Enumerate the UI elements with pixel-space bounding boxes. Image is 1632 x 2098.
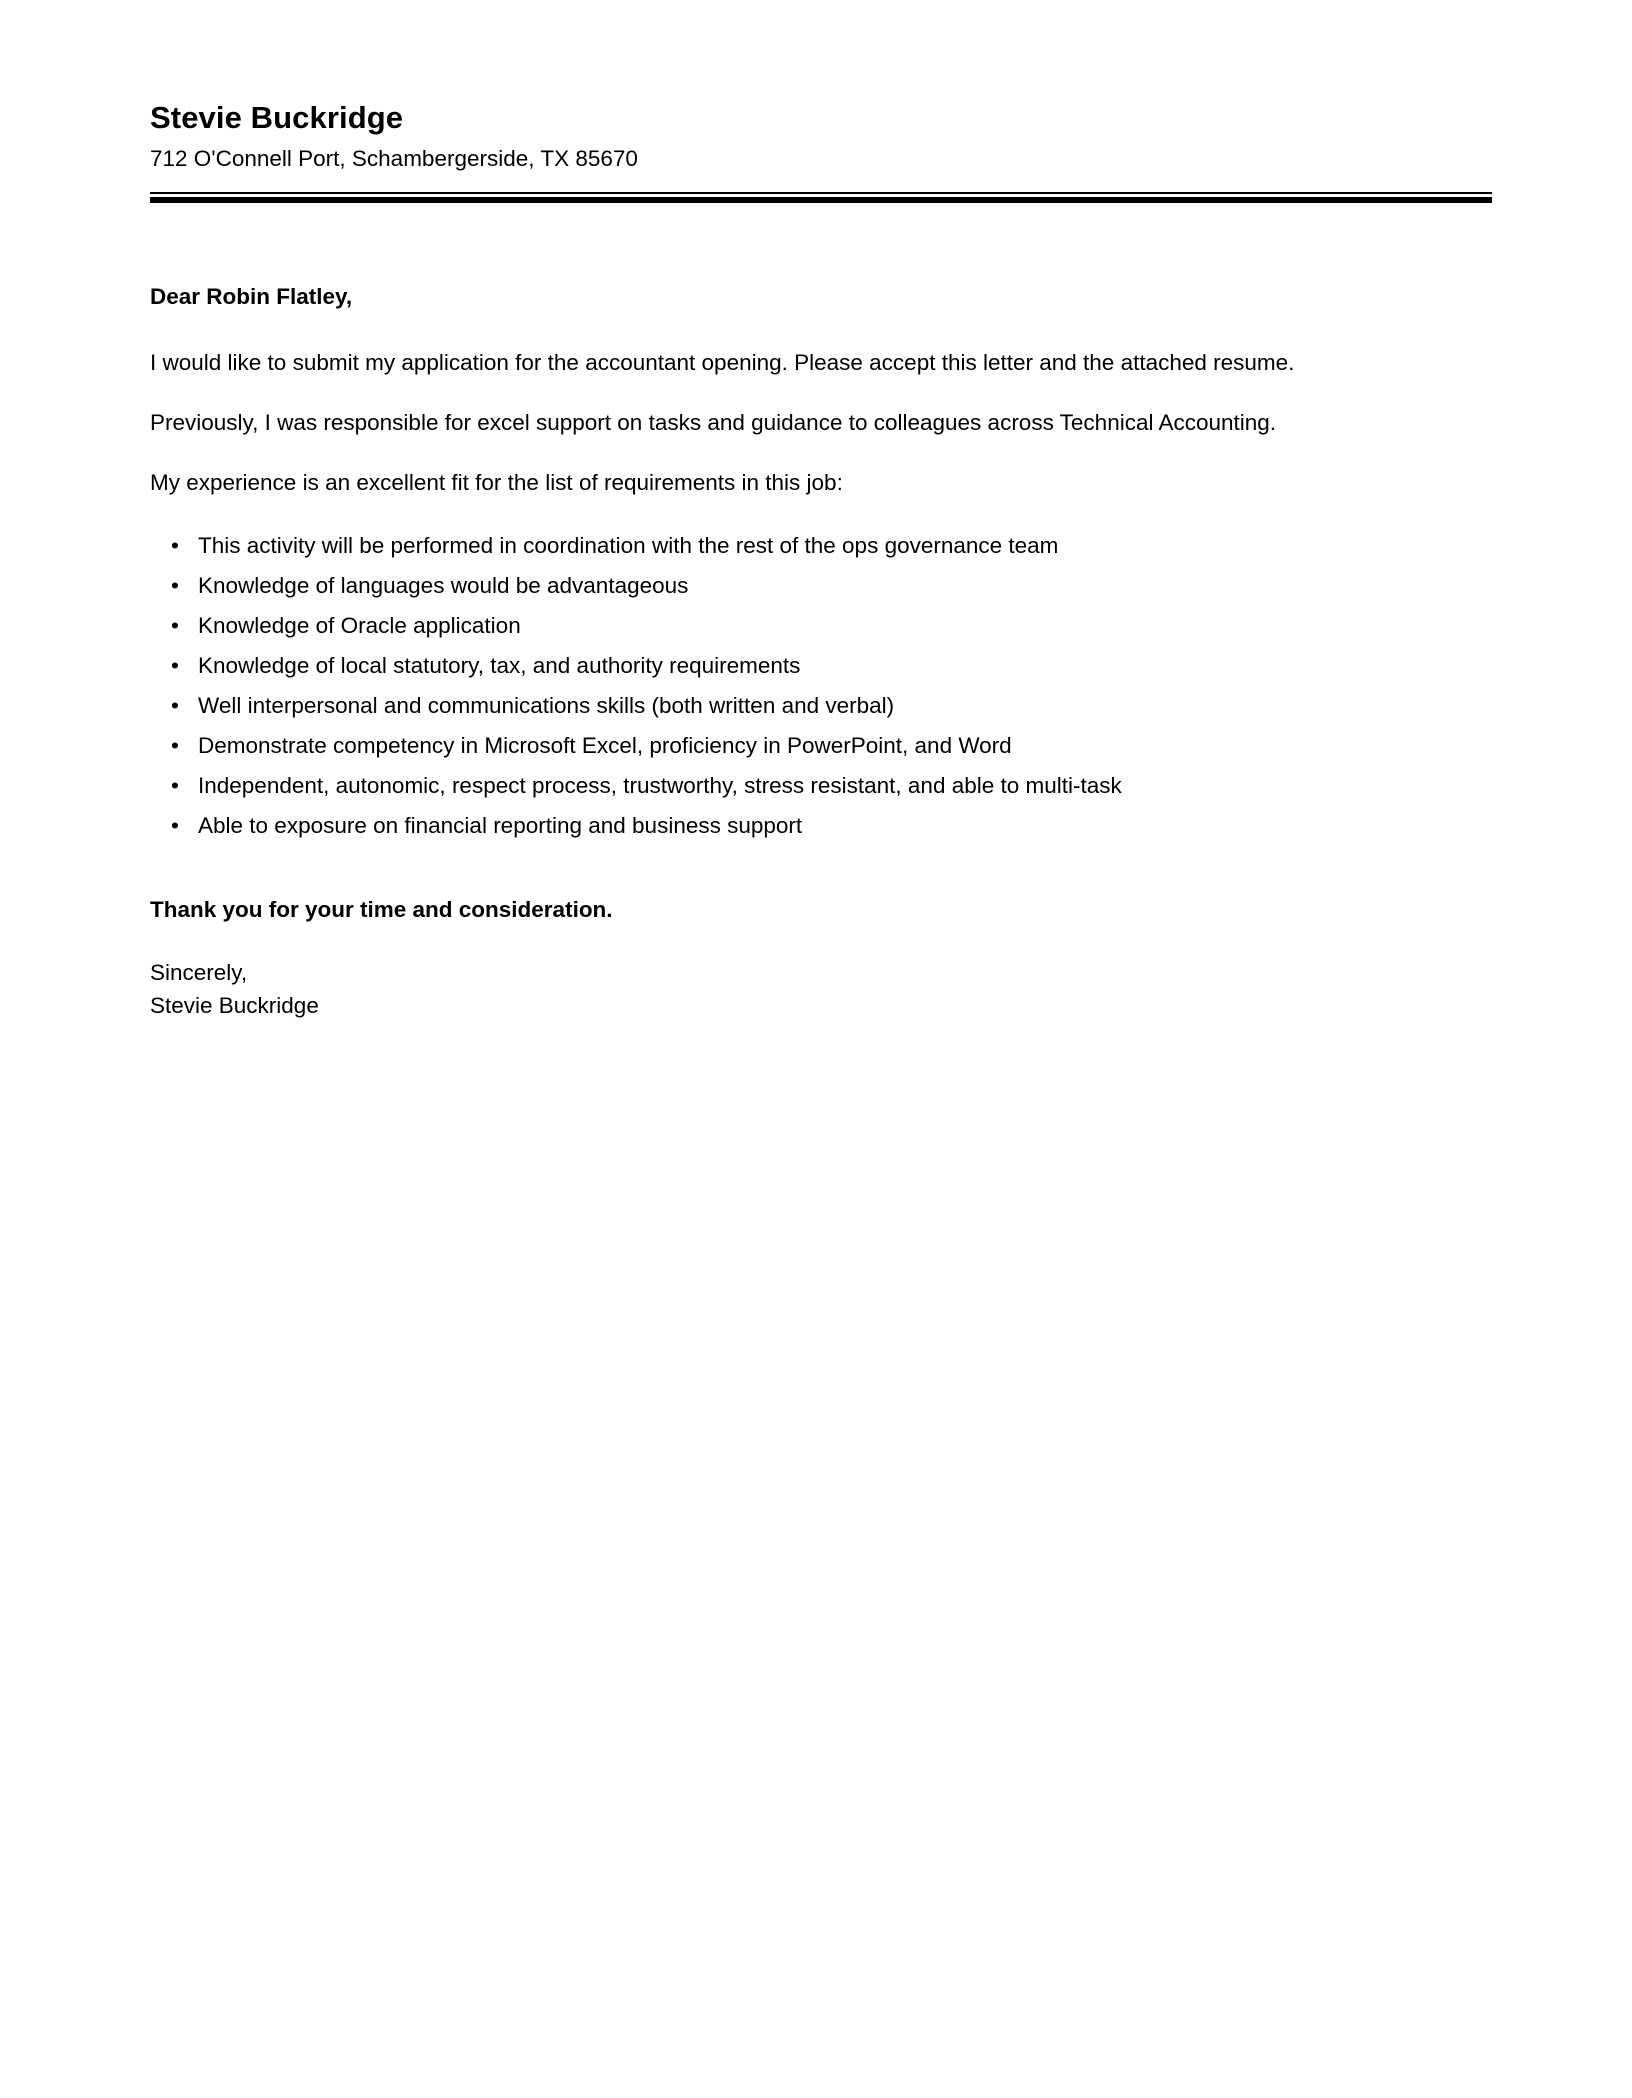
- paragraph-requirements-lead-in: My experience is an excellent fit for the list of requirements in this job:: [150, 470, 843, 496]
- requirements-list: [150, 526, 1385, 846]
- paragraph-experience: Previously, I was responsible for excel support on tasks and guidance to colleagues across Technical Accounting.: [150, 409, 1277, 435]
- list-item: [150, 686, 1385, 726]
- list-item-label: Independent, autonomic, respect process, trustworthy, stress resistant, and able to multi-task: [198, 773, 1122, 799]
- list-item-label: Well interpersonal and communications skills (both written and verbal): [198, 693, 895, 719]
- closing-thanks: Thank you for your time and consideration.: [150, 897, 613, 923]
- list-item: [150, 766, 1385, 806]
- list-item-label: Knowledge of Oracle application: [198, 613, 521, 639]
- letterhead: [150, 0, 1482, 203]
- bullet-icon: •: [171, 653, 179, 679]
- bullet-icon: •: [171, 573, 179, 599]
- list-item: [150, 806, 1385, 846]
- signoff: [150, 957, 1385, 1022]
- sender-name: Stevie Buckridge: [150, 100, 404, 135]
- list-item: [150, 646, 1385, 686]
- bullet-icon: •: [171, 813, 179, 839]
- bullet-icon: •: [171, 533, 179, 559]
- paragraph-intro: I would like to submit my application for the accountant opening. Please accept this letter and the attached resume.: [150, 349, 1295, 375]
- bullet-icon: •: [171, 693, 179, 719]
- list-item-label: Knowledge of languages would be advantageous: [198, 573, 689, 599]
- bullet-icon: •: [171, 613, 179, 639]
- list-item-label: This activity will be performed in coordination with the rest of the ops governance team: [198, 533, 1059, 559]
- list-item: [150, 526, 1385, 566]
- bullet-icon: •: [171, 773, 179, 799]
- list-item-label: Demonstrate competency in Microsoft Excel, proficiency in PowerPoint, and Word: [198, 733, 1012, 759]
- salutation: Dear Robin Flatley,: [150, 284, 353, 310]
- list-item: [150, 606, 1385, 646]
- signoff-closing: Sincerely,: [150, 960, 248, 986]
- list-item-label: Able to exposure on financial reporting and business support: [198, 813, 803, 839]
- list-item: [150, 566, 1385, 606]
- letter-body: [150, 203, 1385, 1022]
- sender-address: 712 O'Connell Port, Schambergerside, TX 85670: [150, 145, 638, 171]
- list-item-label: Knowledge of local statutory, tax, and authority requirements: [198, 653, 801, 679]
- bullet-icon: •: [171, 733, 179, 759]
- list-item: [150, 726, 1385, 766]
- signoff-name: Stevie Buckridge: [150, 992, 319, 1018]
- header-divider: [150, 192, 1492, 203]
